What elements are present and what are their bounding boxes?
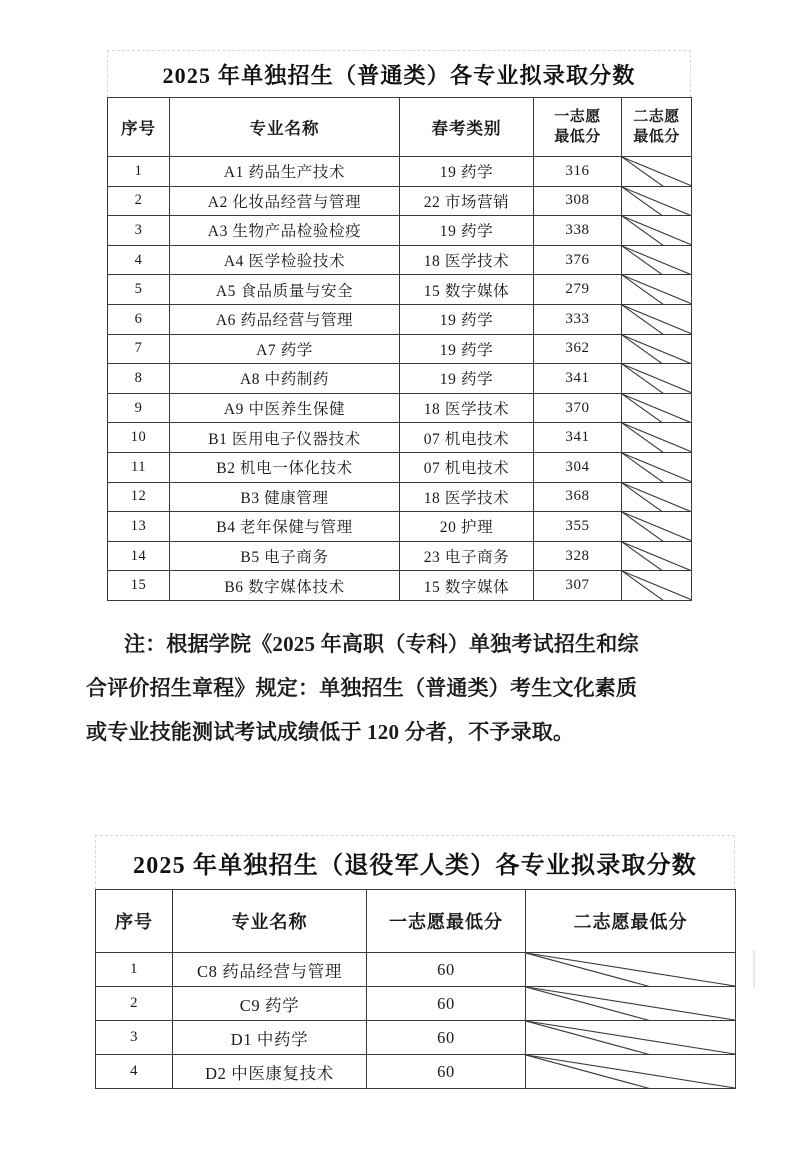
table-row: [108, 571, 692, 601]
table-row: [108, 512, 692, 542]
table-1-body: [108, 157, 692, 601]
cell-second-choice-min-empty: [622, 393, 692, 423]
cell-no: 8: [108, 364, 170, 394]
cell-second-choice-min-empty: [622, 423, 692, 453]
cell-second-choice-min-empty: [622, 512, 692, 542]
cell-first-choice-min: 279: [534, 275, 622, 305]
page-edge-artifact: [753, 950, 755, 988]
col-header-category: 春考类别: [400, 98, 534, 157]
cell-second-choice-min-empty: [622, 364, 692, 394]
cell-category: 19 药学: [400, 334, 534, 364]
cell-category: 20 护理: [400, 512, 534, 542]
cell-category: 23 电子商务: [400, 541, 534, 571]
cell-major: A3 生物产品检验检疫: [170, 216, 400, 246]
cell-first-choice-min: 60: [367, 1055, 526, 1089]
table-row: [96, 1021, 736, 1055]
cell-no: 4: [108, 245, 170, 275]
cell-category: 15 数字媒体: [400, 571, 534, 601]
cell-major: A8 中药制药: [170, 364, 400, 394]
cell-second-choice-min-empty: [526, 1021, 736, 1055]
cell-second-choice-min-empty: [622, 452, 692, 482]
cell-major: A6 药品经营与管理: [170, 304, 400, 334]
table-2-body: [96, 953, 736, 1089]
cell-first-choice-min: 304: [534, 452, 622, 482]
cell-category: 19 药学: [400, 216, 534, 246]
cell-category: 22 市场营销: [400, 186, 534, 216]
col-header-first-choice-min: [534, 98, 622, 157]
cell-no: 7: [108, 334, 170, 364]
table-row: [108, 541, 692, 571]
cell-first-choice-min: 60: [367, 953, 526, 987]
col-header-second-choice-min-2: 二志愿最低分: [526, 890, 736, 953]
table-2-container: [95, 835, 735, 1089]
cell-second-choice-min-empty: [622, 216, 692, 246]
cell-second-choice-min-empty: [622, 541, 692, 571]
table-row: [108, 482, 692, 512]
cell-first-choice-min: 338: [534, 216, 622, 246]
cell-no: 4: [96, 1055, 173, 1089]
cell-first-choice-min: 368: [534, 482, 622, 512]
cell-second-choice-min-empty: [622, 275, 692, 305]
cell-major: B5 电子商务: [170, 541, 400, 571]
cell-category: 07 机电技术: [400, 452, 534, 482]
cell-first-choice-min: 328: [534, 541, 622, 571]
cell-category: 18 医学技术: [400, 482, 534, 512]
cell-no: 11: [108, 452, 170, 482]
col-header-first-choice-line2: 最低分: [554, 129, 601, 145]
table-row: [96, 1055, 736, 1089]
cell-major: D2 中医康复技术: [173, 1055, 367, 1089]
cell-no: 2: [108, 186, 170, 216]
table-row: [108, 393, 692, 423]
col-header-second-choice-line2: 最低分: [633, 129, 680, 145]
cell-category: 19 药学: [400, 304, 534, 334]
cell-no: 9: [108, 393, 170, 423]
cell-second-choice-min-empty: [622, 482, 692, 512]
col-header-first-choice-min-2: 一志愿最低分: [367, 890, 526, 953]
cell-no: 2: [96, 987, 173, 1021]
cell-second-choice-min-empty: [622, 186, 692, 216]
cell-first-choice-min: 316: [534, 157, 622, 187]
col-header-no: 序号: [108, 98, 170, 157]
col-header-major: 专业名称: [170, 98, 400, 157]
table-row: [108, 216, 692, 246]
table-row: [108, 304, 692, 334]
cell-second-choice-min-empty: [622, 334, 692, 364]
cell-second-choice-min-empty: [526, 1055, 736, 1089]
cell-major: A7 药学: [170, 334, 400, 364]
cell-first-choice-min: 307: [534, 571, 622, 601]
col-header-second-choice-min: [622, 98, 692, 157]
cell-no: 14: [108, 541, 170, 571]
col-header-major-2: 专业名称: [173, 890, 367, 953]
cell-second-choice-min-empty: [622, 571, 692, 601]
cell-first-choice-min: 341: [534, 364, 622, 394]
table-row: [108, 423, 692, 453]
col-header-second-choice-line1: 二志愿: [633, 108, 680, 125]
table-2-title: 2025 年单独招生（退役军人类）各专业拟录取分数: [133, 853, 697, 879]
table-2-header-row: [96, 890, 736, 953]
table-row: [108, 157, 692, 187]
table-2-head: [96, 890, 736, 953]
note-line-2: 合评价招生章程》规定：单独招生（普通类）考生文化素质: [86, 676, 638, 700]
cell-first-choice-min: 355: [534, 512, 622, 542]
table-row: [108, 334, 692, 364]
cell-major: B1 医用电子仪器技术: [170, 423, 400, 453]
cell-no: 3: [96, 1021, 173, 1055]
table-1-header-row: [108, 98, 692, 157]
table-row: [108, 364, 692, 394]
cell-category: 19 药学: [400, 157, 534, 187]
cell-no: 1: [96, 953, 173, 987]
cell-major: C9 药学: [173, 987, 367, 1021]
cell-first-choice-min: 60: [367, 987, 526, 1021]
cell-no: 15: [108, 571, 170, 601]
cell-second-choice-min-empty: [622, 157, 692, 187]
table-1-container: [107, 50, 691, 601]
cell-second-choice-min-empty: [622, 304, 692, 334]
admission-scores-table-veterans: [95, 889, 736, 1089]
cell-first-choice-min: 376: [534, 245, 622, 275]
cell-category: 18 医学技术: [400, 393, 534, 423]
table-1-title: 2025 年单独招生（普通类）各专业拟录取分数: [162, 62, 636, 88]
table-row: [108, 275, 692, 305]
col-header-no-2: 序号: [96, 890, 173, 953]
table-row: [96, 953, 736, 987]
table-row: [108, 452, 692, 482]
cell-category: 19 药学: [400, 364, 534, 394]
cell-first-choice-min: 370: [534, 393, 622, 423]
cell-first-choice-min: 362: [534, 334, 622, 364]
cell-major: A5 食品质量与安全: [170, 275, 400, 305]
cell-category: 15 数字媒体: [400, 275, 534, 305]
cell-no: 1: [108, 157, 170, 187]
cell-first-choice-min: 341: [534, 423, 622, 453]
cell-major: B2 机电一体化技术: [170, 452, 400, 482]
cell-major: B3 健康管理: [170, 482, 400, 512]
cell-no: 12: [108, 482, 170, 512]
cell-no: 6: [108, 304, 170, 334]
cell-major: C8 药品经营与管理: [173, 953, 367, 987]
table-row: [96, 987, 736, 1021]
note-line-1: 注：根据学院《2025 年高职（专科）单独考试招生和综: [124, 632, 639, 656]
cell-major: B6 数字媒体技术: [170, 571, 400, 601]
table-row: [108, 186, 692, 216]
cell-major: A9 中医养生保健: [170, 393, 400, 423]
cell-second-choice-min-empty: [622, 245, 692, 275]
cell-first-choice-min: 60: [367, 1021, 526, 1055]
cell-first-choice-min: 333: [534, 304, 622, 334]
cell-major: D1 中药学: [173, 1021, 367, 1055]
col-header-first-choice-line1: 一志愿: [554, 108, 601, 125]
table-row: [108, 245, 692, 275]
cell-no: 5: [108, 275, 170, 305]
table-1-title-box: [107, 50, 691, 97]
cell-second-choice-min-empty: [526, 953, 736, 987]
cell-major: A4 医学检验技术: [170, 245, 400, 275]
cell-major: B4 老年保健与管理: [170, 512, 400, 542]
cell-major: A1 药品生产技术: [170, 157, 400, 187]
cell-category: 07 机电技术: [400, 423, 534, 453]
admission-scores-table-general: [107, 97, 692, 601]
note-line-3: 或专业技能测试考试成绩低于 120 分者，不予录取。: [86, 720, 575, 744]
cell-no: 13: [108, 512, 170, 542]
cell-no: 3: [108, 216, 170, 246]
cell-major: A2 化妆品经营与管理: [170, 186, 400, 216]
note-paragraph: [86, 622, 714, 754]
cell-first-choice-min: 308: [534, 186, 622, 216]
cell-no: 10: [108, 423, 170, 453]
table-2-title-box: [95, 835, 735, 889]
table-1-head: [108, 98, 692, 157]
cell-category: 18 医学技术: [400, 245, 534, 275]
cell-second-choice-min-empty: [526, 987, 736, 1021]
